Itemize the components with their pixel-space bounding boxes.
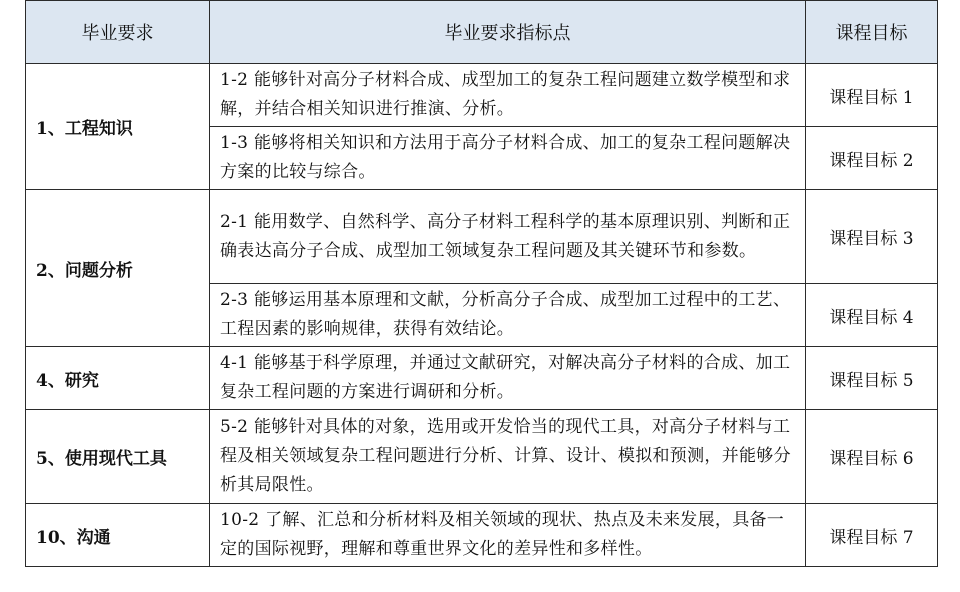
indicator-cell: 1-3 能够将相关知识和方法用于高分子材料合成、加工的复杂工程问题解决方案的比较与综合。 — [210, 127, 806, 190]
table-row — [26, 410, 938, 504]
requirements-table — [25, 0, 938, 567]
table-row — [26, 190, 938, 284]
objective-cell: 课程目标 6 — [806, 410, 938, 504]
header-graduation-requirement: 毕业要求 — [26, 1, 210, 64]
table-header-row — [26, 1, 938, 64]
table-row — [26, 64, 938, 127]
header-course-objective: 课程目标 — [806, 1, 938, 64]
objective-cell: 课程目标 1 — [806, 64, 938, 127]
indicator-cell: 2-1 能用数学、自然科学、高分子材料工程科学的基本原理识别、判断和正确表达高分子合成、成型加工领域复杂工程问题及其关键环节和参数。 — [210, 190, 806, 284]
objective-cell: 课程目标 3 — [806, 190, 938, 284]
objective-cell: 课程目标 2 — [806, 127, 938, 190]
objective-cell: 课程目标 4 — [806, 284, 938, 347]
objective-cell: 课程目标 5 — [806, 347, 938, 410]
requirement-cell: 1、工程知识 — [26, 64, 210, 190]
requirement-cell: 2、问题分析 — [26, 190, 210, 347]
table-row — [26, 347, 938, 410]
objective-cell: 课程目标 7 — [806, 504, 938, 567]
indicator-cell: 10-2 了解、汇总和分析材料及相关领域的现状、热点及未来发展，具备一定的国际视野，理解和尊重世界文化的差异性和多样性。 — [210, 504, 806, 567]
table-row — [26, 504, 938, 567]
indicator-cell: 5-2 能够针对具体的对象，选用或开发恰当的现代工具，对高分子材料与工程及相关领域复杂工程问题进行分析、计算、设计、模拟和预测，并能够分析其局限性。 — [210, 410, 806, 504]
requirement-cell: 5、使用现代工具 — [26, 410, 210, 504]
indicator-cell: 2-3 能够运用基本原理和文献，分析高分子合成、成型加工过程中的工艺、工程因素的影响规律，获得有效结论。 — [210, 284, 806, 347]
requirement-cell: 10、沟通 — [26, 504, 210, 567]
indicator-cell: 4-1 能够基于科学原理，并通过文献研究，对解决高分子材料的合成、加工复杂工程问题的方案进行调研和分析。 — [210, 347, 806, 410]
requirement-cell: 4、研究 — [26, 347, 210, 410]
header-indicator-point: 毕业要求指标点 — [210, 1, 806, 64]
indicator-cell: 1-2 能够针对高分子材料合成、成型加工的复杂工程问题建立数学模型和求解，并结合相关知识进行推演、分析。 — [210, 64, 806, 127]
